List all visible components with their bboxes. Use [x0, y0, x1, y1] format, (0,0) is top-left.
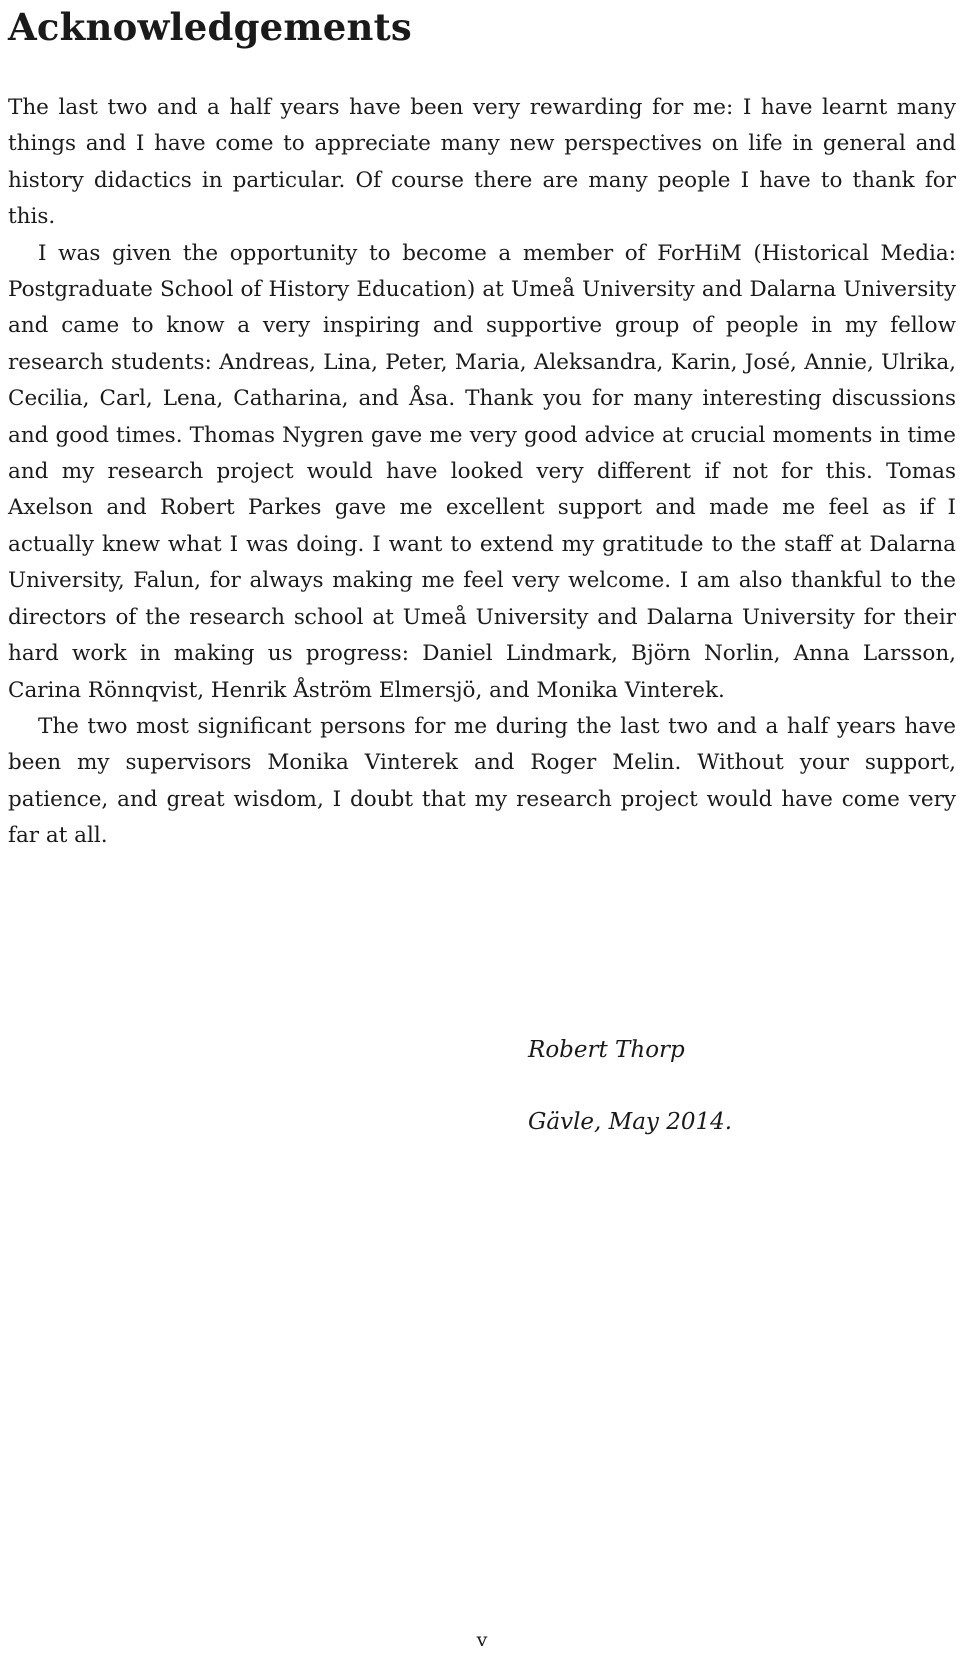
signature-name: Robert Thorp	[528, 1037, 685, 1063]
paragraph-thanks: I was given the opportunity to become a member of ForHiM (Historical Media: Postgraduate School of History Education) at Umeå University and Dalarna University and came to know a very inspiring and supportive group of people in my fellow research students: Andreas, Lina, Peter, Maria, Aleksandra, Karin, José, Annie, Ulrika, Cecilia, Carl, Lena, Catharina, and Åsa. Thank you for many interesting discussions and good times. Thomas Nygren gave me very good advice at crucial moments in time and my research project would have looked very different if not for this. Tomas Axelson and Robert Parkes gave me excellent support and made me feel as if I actually knew what I was doing. I want to extend my gratitude to the staff at Dalarna University, Falun, for always making me feel very welcome. I am also thankful to the directors of the research school at Umeå University and Dalarna University for their hard work in making us progress: Daniel Lindmark, Björn Norlin, Anna Larsson, Carina Rönnqvist, Henrik Åström Elmersjö, and Monika Vinterek.	[8, 240, 956, 703]
paragraph-supervisors: The two most significant persons for me during the last two and a half years have been my supervisors Monika Vinterek and Roger Melin. Without your support, patience, and great wisdom, I doubt that my research project would have come very far at all.	[8, 713, 956, 849]
paragraph-intro: The last two and a half years have been very rewarding for me: I have learnt many things and I have come to appreciate many new perspectives on life in general and history didactics in particular. Of course there are many people I have to thank for this.	[8, 95, 956, 230]
signature-place-date: Gävle, May 2014.	[528, 1109, 733, 1135]
page-number: v	[476, 1629, 488, 1651]
page-title: Acknowledgements	[8, 5, 412, 49]
acknowledgements-body	[8, 90, 956, 855]
document-page	[8, 0, 958, 1657]
